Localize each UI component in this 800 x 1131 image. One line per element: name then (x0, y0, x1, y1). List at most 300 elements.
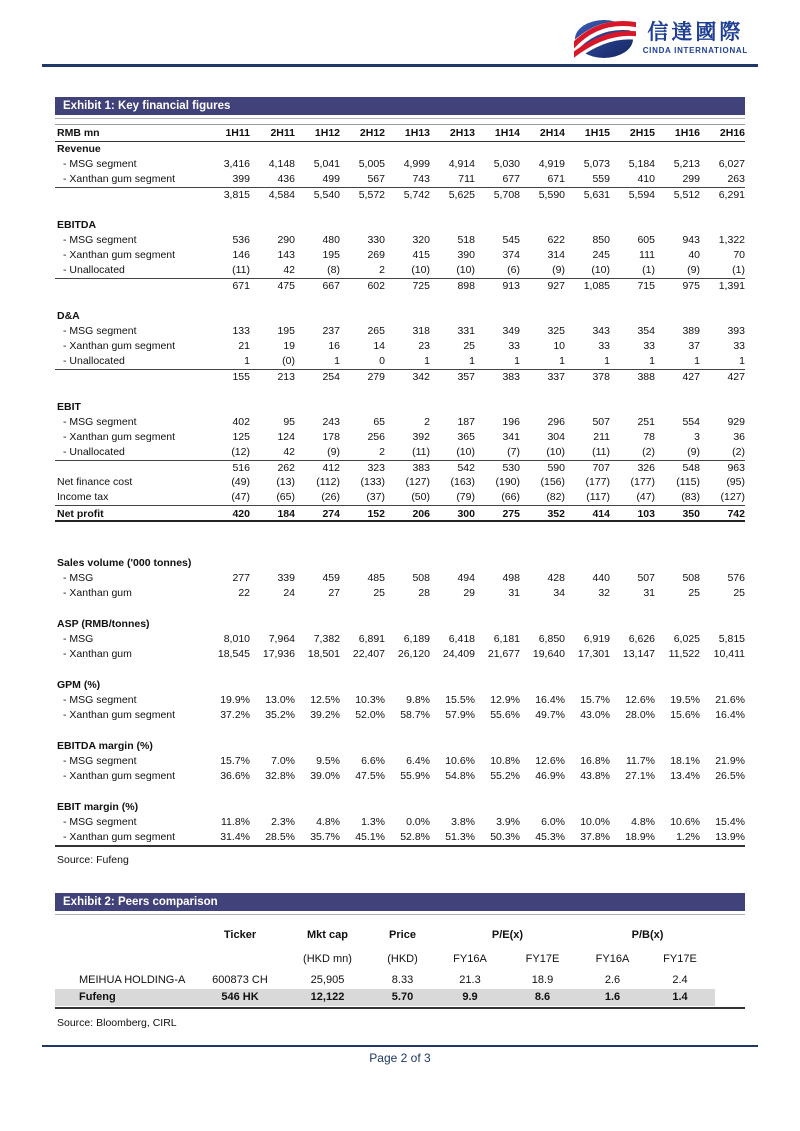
cell: 70 (733, 249, 745, 261)
table-row (55, 475, 745, 490)
cell: (163) (450, 476, 475, 488)
row-label: - MSG (63, 572, 94, 584)
cell: 16.8% (580, 755, 610, 767)
cell: 963 (727, 462, 745, 474)
cell: 16 (328, 340, 340, 352)
cell: 152 (367, 508, 385, 520)
cell: 518 (457, 234, 475, 246)
cell: 494 (457, 572, 475, 584)
cell: 213 (277, 371, 295, 383)
cell: 622 (547, 234, 565, 246)
cell: 427 (727, 371, 745, 383)
cell: 19.9% (220, 694, 250, 706)
cell: (156) (540, 476, 565, 488)
cell: 3 (694, 431, 700, 443)
cell: 243 (322, 416, 340, 428)
cell: 256 (367, 431, 385, 443)
cell: 1 (604, 355, 610, 367)
cell: 414 (592, 508, 610, 520)
cell: 300 (457, 508, 475, 520)
cell: 365 (457, 431, 475, 443)
table-row (55, 157, 745, 172)
cell: 184 (277, 508, 295, 520)
cell: 605 (637, 234, 655, 246)
cell: 5,005 (358, 158, 385, 170)
cell: 590 (547, 462, 565, 474)
cell: 33 (643, 340, 655, 352)
cell: 742 (727, 508, 745, 520)
cell: (9) (687, 264, 700, 276)
cell: 711 (458, 173, 475, 185)
cell: 19 (283, 340, 295, 352)
cell: 5,512 (673, 189, 700, 201)
cell: 21 (238, 340, 250, 352)
table-row (55, 632, 745, 647)
row-label: - Unallocated (63, 355, 125, 367)
cell: 40 (688, 249, 700, 261)
row-label: - MSG segment (63, 755, 137, 767)
cell: 378 (592, 371, 610, 383)
cell: 1.6 (604, 991, 621, 1003)
cell: 9.8% (406, 694, 430, 706)
spacer-row (55, 522, 745, 556)
cell: 111 (639, 249, 655, 261)
cell: 530 (502, 462, 520, 474)
cell: 11.7% (626, 755, 655, 767)
cell: 4.8% (631, 816, 655, 828)
table-row (55, 233, 745, 248)
peer-row (55, 989, 715, 1006)
exhibit-2-title-bar: Exhibit 2: Peers comparison (55, 893, 745, 911)
table-row (55, 369, 745, 384)
row-label: Net finance cost (57, 476, 133, 488)
cell: 725 (412, 280, 430, 292)
cell: 10.0% (580, 816, 610, 828)
cell: 24,409 (442, 648, 475, 660)
cell: 22,407 (352, 648, 385, 660)
cell: 2.6 (604, 974, 621, 986)
cell: (10) (411, 264, 430, 276)
spacer-row (55, 293, 745, 309)
cell: 559 (592, 173, 610, 185)
cell: 46.9% (535, 770, 565, 782)
col-pe: P/E(x) (491, 929, 524, 941)
subcol-price-unit: (HKD) (387, 953, 418, 965)
subcol-ticker (195, 951, 285, 968)
cell: (127) (405, 476, 430, 488)
cell: 1,085 (583, 280, 610, 292)
cell: (190) (495, 476, 520, 488)
cell: 898 (457, 280, 475, 292)
cell: 1H15 (584, 127, 610, 139)
cell: 39.0% (310, 770, 340, 782)
spacer-row (55, 662, 745, 678)
cell: 428 (547, 572, 565, 584)
cell: 33 (733, 340, 745, 352)
table-row (55, 400, 745, 415)
cell: 330 (367, 234, 385, 246)
cell: (65) (276, 491, 295, 503)
cell: 388 (637, 371, 655, 383)
cell: 2H11 (270, 127, 295, 139)
cell: 25 (733, 587, 745, 599)
cell: 1H11 (225, 127, 250, 139)
cell: 37 (688, 340, 700, 352)
cell: 5,030 (493, 158, 520, 170)
cell: 195 (277, 325, 295, 337)
cell: 6,850 (538, 633, 565, 645)
cell: 929 (727, 416, 745, 428)
table-row (55, 505, 745, 522)
cell: (1) (732, 264, 745, 276)
table-row (55, 647, 745, 662)
table-row (55, 815, 745, 830)
cell: 187 (457, 416, 475, 428)
row-label: - Unallocated (63, 264, 125, 276)
cell: (49) (231, 476, 250, 488)
subcol-pb-fy16a: FY16A (595, 953, 630, 965)
cell: (1) (642, 264, 655, 276)
table-row (55, 324, 745, 339)
subcol-pb-fy17e: FY17E (663, 953, 697, 965)
cell: 28 (418, 587, 430, 599)
row-label: - MSG segment (63, 234, 137, 246)
cell: 7.0% (271, 755, 295, 767)
table-bottom-rule (55, 1007, 745, 1009)
cell: 1 (514, 355, 520, 367)
cell: 314 (547, 249, 565, 261)
cell: 304 (547, 431, 565, 443)
cell: (11) (592, 446, 610, 458)
cell: 29 (463, 587, 475, 599)
row-label: EBIT margin (%) (57, 801, 139, 813)
cell: (177) (585, 476, 610, 488)
cell: 55.6% (490, 709, 520, 721)
table-row (55, 708, 745, 723)
cell: 35.7% (310, 831, 340, 843)
table-row (55, 800, 745, 815)
cell: 542 (457, 462, 475, 474)
row-label: ASP (RMB/tonnes) (57, 618, 150, 630)
cell: (9) (552, 264, 565, 276)
cell: 143 (277, 249, 295, 261)
table-row (55, 617, 745, 632)
cell: 296 (547, 416, 565, 428)
cell: 927 (547, 280, 565, 292)
cell: 850 (592, 234, 610, 246)
cell: 357 (457, 371, 475, 383)
cell: 12.9% (490, 694, 520, 706)
cell: 427 (682, 371, 700, 383)
cell: 13.4% (670, 770, 700, 782)
spacer-row (55, 384, 745, 400)
row-label: - Xanthan gum (63, 587, 132, 599)
cell: 95 (283, 416, 295, 428)
subcol-pe-fy17e: FY17E (525, 953, 560, 965)
cell: 21.3 (459, 974, 481, 986)
cell: 54.8% (445, 770, 475, 782)
cell: 6.4% (406, 755, 430, 767)
cell: 4.8% (316, 816, 340, 828)
cell: 5,540 (313, 189, 340, 201)
cell: (0) (282, 355, 295, 367)
cell: 28.0% (625, 709, 655, 721)
cell: 37.2% (220, 709, 250, 721)
cell: 9.9 (462, 991, 478, 1003)
row-label: - MSG segment (63, 816, 137, 828)
cell: 55.9% (400, 770, 430, 782)
cell: 1H12 (314, 127, 340, 139)
row-label: - MSG segment (63, 325, 137, 337)
cell: 507 (592, 416, 610, 428)
cell: 0.0% (406, 816, 430, 828)
cell: 2 (424, 416, 430, 428)
cell: 743 (412, 173, 430, 185)
cell: 25 (373, 587, 385, 599)
cell: (9) (687, 446, 700, 458)
cell: 3,815 (223, 189, 250, 201)
row-label (55, 370, 205, 385)
cell: 383 (502, 371, 520, 383)
cell: 548 (682, 462, 700, 474)
table-row (55, 769, 745, 784)
cell: (8) (327, 264, 340, 276)
cell: 480 (322, 234, 340, 246)
row-label: EBITDA (57, 219, 97, 231)
cell: 337 (547, 371, 565, 383)
cell: (47) (636, 491, 655, 503)
cell: (79) (456, 491, 475, 503)
cell: 206 (412, 508, 430, 520)
cell: 2H15 (629, 127, 655, 139)
cell: 251 (637, 416, 655, 428)
cell: 374 (502, 249, 520, 261)
cell: 65 (373, 416, 385, 428)
row-label: RMB mn (57, 127, 100, 139)
cell: 6,891 (358, 633, 385, 645)
row-label: EBITDA margin (%) (57, 740, 153, 752)
cell: 254 (322, 371, 340, 383)
cell: (6) (507, 264, 520, 276)
cell: 31.4% (220, 831, 250, 843)
cell: 10.6% (445, 755, 475, 767)
cell: 4,999 (403, 158, 430, 170)
spacer-row (55, 601, 745, 617)
cell: 195 (322, 249, 340, 261)
cell: 4,914 (448, 158, 475, 170)
cell: 2.3% (271, 816, 295, 828)
table-row (55, 754, 745, 769)
cell: 3.9% (496, 816, 520, 828)
cell: 600873 CH (212, 974, 268, 986)
cell: 124 (277, 431, 295, 443)
cell: 671 (232, 280, 250, 292)
cell: 354 (637, 325, 655, 337)
cell: 146 (232, 249, 250, 261)
cell: 707 (592, 462, 610, 474)
cell: 39.2% (310, 709, 340, 721)
cell: 1,322 (718, 234, 745, 246)
row-label: EBIT (57, 401, 81, 413)
cell: 15.5% (445, 694, 475, 706)
cell: 299 (682, 173, 700, 185)
table-row (55, 430, 745, 445)
cell: 35.2% (265, 709, 295, 721)
cell: 133 (232, 325, 250, 337)
cell: 554 (682, 416, 700, 428)
cell: 350 (682, 508, 700, 520)
row-label: - Xanthan gum segment (63, 770, 176, 782)
peer-name: MEIHUA HOLDING-A (79, 974, 186, 986)
cell: 576 (727, 572, 745, 584)
cell: 5,572 (358, 189, 385, 201)
cell: 12.6% (535, 755, 565, 767)
cell: (50) (411, 491, 430, 503)
cell: (10) (456, 264, 475, 276)
cell: 677 (502, 173, 520, 185)
table-row (55, 142, 745, 157)
cell: 1 (559, 355, 565, 367)
cell: 341 (502, 431, 520, 443)
cell: 237 (322, 325, 340, 337)
table-row (55, 354, 745, 369)
table-row (55, 124, 745, 142)
cell: (47) (231, 491, 250, 503)
cell: (7) (507, 446, 520, 458)
col-mktcap: Mkt cap (307, 929, 348, 941)
cell: 383 (412, 462, 430, 474)
cell: 508 (682, 572, 700, 584)
table-row (55, 693, 745, 708)
cell: 57.9% (445, 709, 475, 721)
table-row (55, 263, 745, 278)
cell: 516 (232, 462, 250, 474)
cell: (9) (327, 446, 340, 458)
cell: 5,625 (448, 189, 475, 201)
cell: (10) (546, 446, 565, 458)
cell: 6,025 (673, 633, 700, 645)
table-row (55, 445, 745, 460)
table-row (55, 830, 745, 845)
table-row (55, 556, 745, 571)
cell: 440 (592, 572, 610, 584)
spacer-row (55, 202, 745, 218)
cell: 6,919 (583, 633, 610, 645)
cell: 7,964 (268, 633, 295, 645)
cell: (37) (366, 491, 385, 503)
cell: 436 (277, 173, 295, 185)
cell: 21,677 (487, 648, 520, 660)
header-spacer (55, 927, 195, 944)
cell: 25,905 (310, 974, 345, 986)
cell: 51.3% (445, 831, 475, 843)
subcol-pe-fy16a: FY16A (453, 953, 487, 965)
cell: (12) (231, 446, 250, 458)
cell: 178 (322, 431, 340, 443)
cell: 36.6% (220, 770, 250, 782)
cell: (115) (676, 476, 700, 488)
cell: 485 (367, 572, 385, 584)
col-price: Price (389, 929, 416, 941)
exhibit-1-title-bar: Exhibit 1: Key financial figures (55, 97, 745, 115)
peers-subheader-row (55, 951, 715, 968)
cell: 11,522 (668, 648, 700, 660)
cell: 392 (412, 431, 430, 443)
cell: 389 (682, 325, 700, 337)
cell: 1 (469, 355, 475, 367)
cell: 25 (688, 587, 700, 599)
col-ticker: Ticker (223, 929, 257, 941)
cell: 715 (637, 280, 655, 292)
cell: (10) (456, 446, 475, 458)
cell: 2 (379, 446, 385, 458)
cell: 499 (322, 173, 340, 185)
cell: 15.7% (220, 755, 250, 767)
cell: 399 (232, 173, 250, 185)
cell: 12.5% (310, 694, 340, 706)
divider (55, 914, 745, 915)
cell: 27.1% (625, 770, 655, 782)
cell: (83) (681, 491, 700, 503)
table-row (55, 586, 745, 601)
cell: 19.5% (670, 694, 700, 706)
cell: (2) (732, 446, 745, 458)
cell: 671 (547, 173, 565, 185)
cell: 5,815 (718, 633, 745, 645)
cell: 22 (238, 587, 250, 599)
cell: 13.0% (265, 694, 295, 706)
cell: 52.8% (400, 831, 430, 843)
table-row (55, 187, 745, 202)
cell: 7,382 (313, 633, 340, 645)
cell: (95) (726, 476, 745, 488)
cell: 24 (283, 587, 295, 599)
cell: 26,120 (397, 648, 430, 660)
company-logo (574, 16, 748, 60)
cell: 8.6 (534, 991, 551, 1003)
cell: 10,411 (713, 648, 745, 660)
page-number: Page 2 of 3 (369, 1051, 431, 1065)
cell: 6,189 (403, 633, 430, 645)
cell: 25 (463, 340, 475, 352)
cell: 415 (412, 249, 430, 261)
cell: 5.70 (391, 991, 414, 1003)
cell: 5,594 (628, 189, 655, 201)
cell: 343 (592, 325, 610, 337)
row-label: - Xanthan gum segment (63, 249, 176, 261)
peers-header-row (55, 927, 715, 944)
cell: 290 (277, 234, 295, 246)
cell: 6,027 (718, 158, 745, 170)
row-label: - Xanthan gum segment (63, 709, 176, 721)
cell: 546 HK (221, 991, 259, 1003)
cell: 27 (328, 587, 340, 599)
cell: 16.4% (715, 709, 745, 721)
cell: 103 (637, 508, 655, 520)
cell: (177) (630, 476, 655, 488)
row-label: GPM (%) (57, 679, 101, 691)
cell: 10.3% (355, 694, 385, 706)
cell: 18,501 (307, 648, 340, 660)
cell: 507 (637, 572, 655, 584)
cell: 349 (502, 325, 520, 337)
cell: (66) (501, 491, 520, 503)
cell: 262 (277, 462, 295, 474)
cell: 2H12 (359, 127, 385, 139)
cell: 943 (682, 234, 700, 246)
cell: 265 (367, 325, 385, 337)
cell: 23 (418, 340, 430, 352)
